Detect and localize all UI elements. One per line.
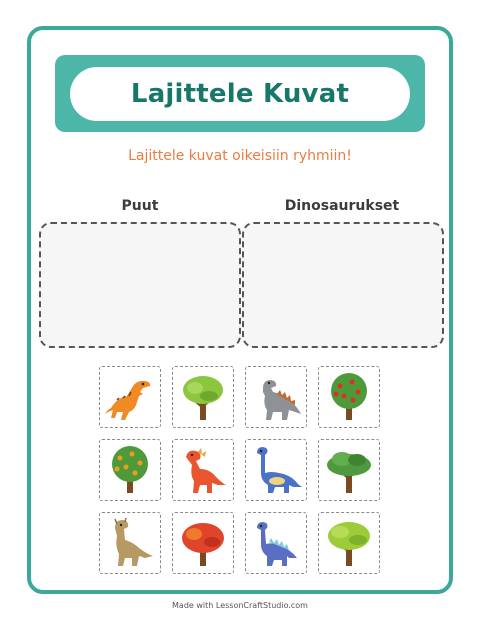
tan-dinosaur-icon [103, 516, 157, 570]
gray-spiky-dinosaur-icon [249, 370, 303, 424]
green-bushy-tree-icon [176, 370, 230, 424]
picture-card[interactable] [99, 366, 161, 428]
page-title: Lajittele Kuvat [130, 79, 350, 109]
picture-card[interactable] [99, 512, 161, 574]
orange-fruit-tree-icon [103, 443, 157, 497]
red-apple-tree-icon [322, 370, 376, 424]
picture-card[interactable] [318, 439, 380, 501]
category-label-trees: Puut [121, 198, 159, 214]
picture-card[interactable] [99, 439, 161, 501]
footer-credit: Made with LessonCraftStudio.com [172, 601, 308, 610]
green-wide-tree-icon [322, 443, 376, 497]
drop-zone-trees[interactable] [39, 222, 241, 348]
blue-spiked-dinosaur-icon [249, 516, 303, 570]
picture-card[interactable] [172, 439, 234, 501]
title-pill [70, 67, 410, 121]
picture-card[interactable] [172, 512, 234, 574]
picture-card[interactable] [318, 366, 380, 428]
drop-zone-dinosaurs[interactable] [242, 222, 444, 348]
instruction-text: Lajittele kuvat oikeisiin ryhmiin! [128, 148, 352, 164]
lime-leafy-tree-icon [322, 516, 376, 570]
blue-longneck-dinosaur-icon [249, 443, 303, 497]
picture-card[interactable] [245, 512, 307, 574]
red-dinosaur-icon [176, 443, 230, 497]
red-autumn-tree-icon [176, 516, 230, 570]
picture-card[interactable] [245, 366, 307, 428]
category-label-dinosaurs: Dinosaurukset [284, 198, 400, 214]
picture-card[interactable] [172, 366, 234, 428]
orange-trex-dinosaur-icon [103, 370, 157, 424]
picture-card[interactable] [245, 439, 307, 501]
picture-card[interactable] [318, 512, 380, 574]
